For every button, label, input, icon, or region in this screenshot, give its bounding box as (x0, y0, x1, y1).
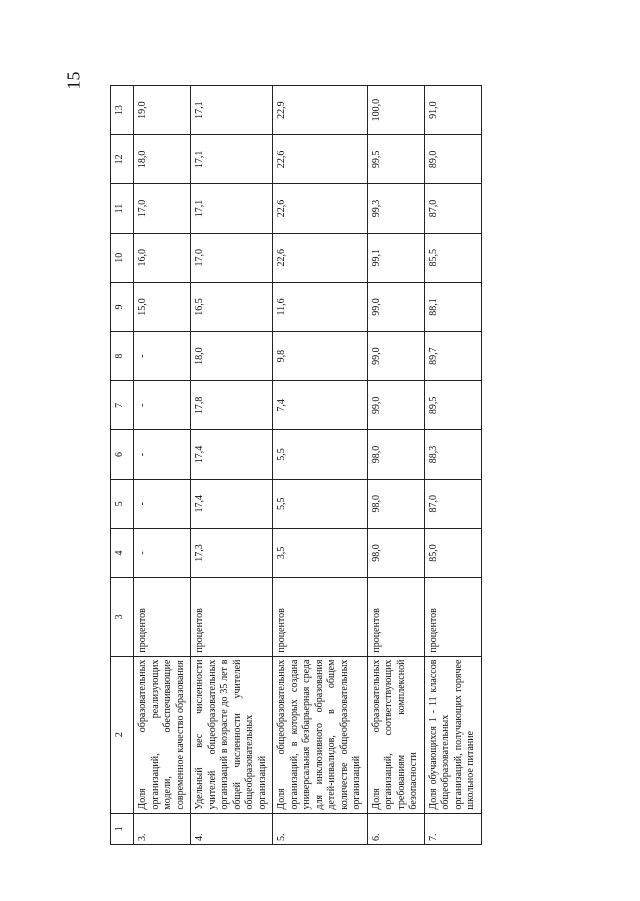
value-cell: 100,0 (367, 86, 424, 135)
value-cell: 3,5 (273, 528, 368, 577)
value-cell: 87,0 (424, 184, 481, 233)
header-cell: 5 (111, 479, 134, 528)
value-cell: - (134, 528, 191, 577)
value-cell: - (134, 479, 191, 528)
indicator-text: Доля образовательных организаций, соответствующих требованиям комплексной безопасности (367, 656, 424, 813)
row-number: 4. (191, 813, 273, 844)
indicator-text: Доля обучающихся 1 - 11 классов общеобразовательных организаций, получающих горячее школьное питание (424, 656, 481, 813)
value-cell: 5,5 (273, 430, 368, 479)
indicator-text: Доля общеобразовательных организаций, в которых создана универсальная безбарьерная среда для инклюзивного образования детей-инвалидов, в общем количестве общеобразовательных организаций (273, 656, 368, 813)
header-cell: 11 (111, 184, 134, 233)
page-number: 15 (63, 71, 84, 90)
value-cell: 85,5 (424, 233, 481, 282)
value-cell: 99,5 (367, 135, 424, 184)
unit-text: процентов (273, 578, 368, 657)
value-cell: 17,8 (191, 381, 273, 430)
table-row (273, 86, 368, 845)
value-cell: - (134, 332, 191, 381)
indicator-text: Доля образовательных организаций, реализующих модели, обеспечивающие современное качество образования (134, 656, 191, 813)
value-cell: 99,3 (367, 184, 424, 233)
header-cell: 2 (111, 656, 134, 813)
table-row (367, 86, 424, 845)
header-cell: 8 (111, 332, 134, 381)
unit-text: процентов (424, 578, 481, 657)
value-cell: 89,0 (424, 135, 481, 184)
value-cell: 88,3 (424, 430, 481, 479)
value-cell: 17,4 (191, 430, 273, 479)
value-cell: 99,0 (367, 332, 424, 381)
value-cell: 98,0 (367, 528, 424, 577)
value-cell: 99,0 (367, 381, 424, 430)
header-cell: 12 (111, 135, 134, 184)
unit-text: процентов (134, 578, 191, 657)
value-cell: 17,3 (191, 528, 273, 577)
value-cell: 18,0 (191, 332, 273, 381)
row-number: 7. (424, 813, 481, 844)
value-cell: 22,9 (273, 86, 368, 135)
value-cell: 91,0 (424, 86, 481, 135)
header-cell: 7 (111, 381, 134, 430)
value-cell: 85,0 (424, 528, 481, 577)
header-cell: 3 (111, 578, 134, 657)
value-cell: 17,4 (191, 479, 273, 528)
value-cell: 88,1 (424, 282, 481, 331)
value-cell: 99,0 (367, 282, 424, 331)
value-cell: 89,5 (424, 381, 481, 430)
value-cell: 15,0 (134, 282, 191, 331)
header-cell: 1 (111, 813, 134, 844)
value-cell: 98,0 (367, 430, 424, 479)
header-cell: 13 (111, 86, 134, 135)
indicator-text: Удельный вес численности учителей общеобразовательных организаций в возрасте до 35 лет в общей численности учителей общеобразовательных организаций (191, 656, 273, 813)
header-cell: 4 (111, 528, 134, 577)
value-cell: 9,8 (273, 332, 368, 381)
value-cell: 98,0 (367, 479, 424, 528)
value-cell: 89,7 (424, 332, 481, 381)
value-cell: 16,5 (191, 282, 273, 331)
value-cell: 17,0 (191, 233, 273, 282)
value-cell: 22,6 (273, 184, 368, 233)
value-cell: 17,1 (191, 86, 273, 135)
value-cell: - (134, 430, 191, 479)
row-number: 5. (273, 813, 368, 844)
table-row (191, 86, 273, 845)
value-cell: 11,6 (273, 282, 368, 331)
row-number: 6. (367, 813, 424, 844)
value-cell: 18,0 (134, 135, 191, 184)
unit-text: процентов (191, 578, 273, 657)
value-cell: 5,5 (273, 479, 368, 528)
value-cell: 17,1 (191, 135, 273, 184)
unit-text: процентов (367, 578, 424, 657)
header-cell: 6 (111, 430, 134, 479)
header-cell: 10 (111, 233, 134, 282)
value-cell: 99,1 (367, 233, 424, 282)
value-cell: 17,1 (191, 184, 273, 233)
row-number: 3. (134, 813, 191, 844)
value-cell: - (134, 381, 191, 430)
value-cell: 87,0 (424, 479, 481, 528)
data-table (110, 85, 482, 845)
table-row (134, 86, 191, 845)
value-cell: 7,4 (273, 381, 368, 430)
value-cell: 17,0 (134, 184, 191, 233)
value-cell: 22,6 (273, 135, 368, 184)
value-cell: 16,0 (134, 233, 191, 282)
rotated-table-container (110, 85, 530, 845)
table-row (424, 86, 481, 845)
value-cell: 19,0 (134, 86, 191, 135)
header-cell: 9 (111, 282, 134, 331)
header-row (111, 86, 134, 845)
value-cell: 22,6 (273, 233, 368, 282)
